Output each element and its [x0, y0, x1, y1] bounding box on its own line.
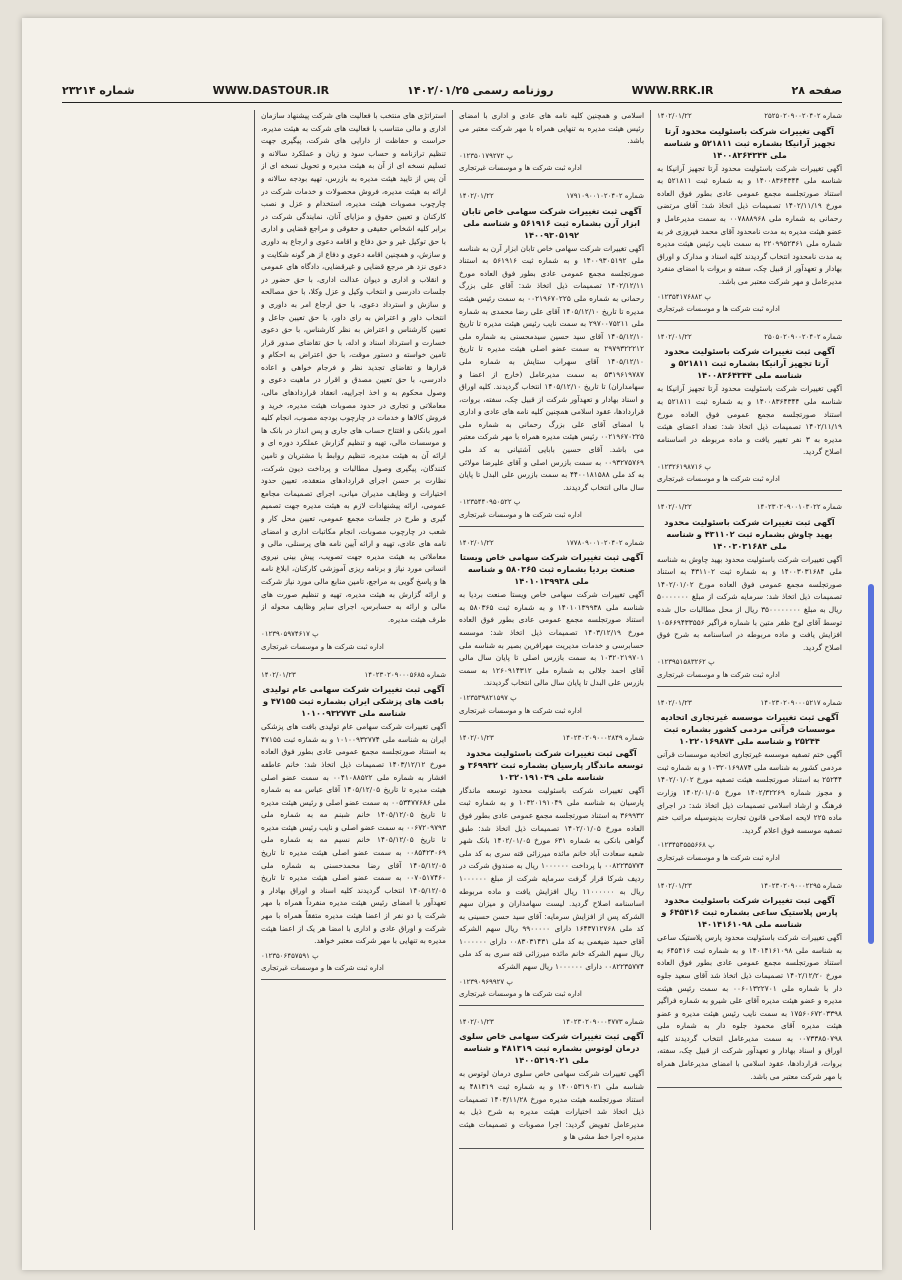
notice-office: اداره ثبت شرکت ها و موسسات غیرتجاری [459, 706, 582, 715]
notice-code: پ ۰۱۲۳۹۰۵۹۷۴۶۱۷ [261, 630, 319, 639]
notice-code: پ ۰۱۲۳۲۶۱۹۸۷۱۶ [657, 462, 711, 471]
notice-header [657, 697, 842, 710]
notice-header [459, 190, 644, 203]
notice-number: شماره ۱۴۰۲۳۰۲۰۹۰۰۰۲۸۴۹ [562, 734, 644, 743]
notice-header [459, 732, 644, 745]
notice-office: اداره ثبت شرکت ها و موسسات غیرتجاری [657, 671, 780, 679]
notice-number: شماره ۱۷۷۸۰۹۰۰۱۰۲۰۴۰۲ [566, 538, 644, 547]
notice-title: آگهی ثبت تغییرات شرکت باسئولیت محدود پارس پلاستیک ساعی بشماره ثبت ۶۴۵۴۱۶ و شناسه ملی ۱۴۰۱۴۱۶۱۰۹۸ [661, 895, 838, 930]
notice-title: آگهی ثبت تغییرات شرکت سهامی خاص ویستا صنعت بردیا بشماره ثبت ۵۸۰۳۶۵ و شناسه ملی ۱۴۰۱۰۱۳۹۹۳۸ [459, 552, 644, 587]
notice-code: پ ۰۱۲۳۴۵۳۵۵۵۶۶۸ [657, 841, 715, 850]
issue-number: شماره ۲۳۲۱۴ [62, 83, 135, 97]
notice-title: آگهی ثبت تغییرات شرکت باسئولیت محدود بهید چاوش بشماره ثبت ۴۳۱۱۰۲ و شناسه ملی ۱۴۰۰۳۰۳۱۶۸۴ [664, 516, 835, 551]
notice-date: ۱۴۰۲/۰۱/۲۳ [459, 1017, 494, 1026]
page-number: صفحه ۲۸ [791, 83, 842, 97]
notice-title: آگهی تغییرات شرکت باسئولیت محدود آرتا تجهیز آرانیکا بشماره ثبت ۵۲۱۸۱۱ و شناسه ملی ۱۴۰۰۸۳۶۴۳۴۴ [663, 125, 836, 160]
newspaper-page [22, 18, 882, 1270]
notice-number: شماره ۱۴۰۲۳۰۲۰۹۰۰۰۵۶۸۵ [364, 670, 446, 679]
notice-number: شماره ۱۴۰۲۳۰۲۰۹۰۰۰۴۷۷۳ [562, 1017, 644, 1026]
notice-number: شماره ۱۴۰۲۳۰۲۰۹۰۰۰۲۲۹۵ [760, 881, 842, 890]
site-left: WWW.DASTOUR.IR [212, 83, 330, 97]
notice-title: آگهی ثبت تغییرات شرکت باسئولیت محدود آرتا تجهیز آرانیکا بشماره ثبت ۵۲۱۸۱۱ و شناسه ملی ۱۴۰۰۸۳۶۴۳۴۴ [664, 346, 835, 381]
notice-header [459, 537, 644, 550]
notice-office: اداره ثبت شرکت ها و موسسات غیرتجاری [459, 164, 582, 173]
notice-body: استراتژی های منتخب با فعالیت های شرکت پیشنهاد سازمان اداری و مالی متناسب با فعالیت های شرکت به هیئت مدیره، حراست و حفاظت از دارایی های شرکت، پیگیری جهت تنظیم ترازنامه و حساب سود و زیان و عملکرد سالانه و تسلیم نسخه ای از آن به هیئت مدیره و تحویل نسخه ای از آن پس از تایید هیئت مدیره به بازرس، تهیه بودجه سالانه و ارائه به هیئت مدیره، فروش محصولات و خدمات شرکت در چارچوب مصوبات هیئت مدیره، استخدام و عزل و نصب کارکنان و تعیین حقوق و مزایای آنان، نمایندگی شرکت در برابر کلیه اشخاص حقیقی و حقوقی و مراجع قضایی و اداری با حق توکیل غیر و حق دفاع و اقامه دعوی و ارجاع به داوری و سازش، و همچنین اقامه دعوی و دفاع از هر گونه شکایت و دعوی نزد هر مرجع قضایی و غیرقضایی، دادگاه های عمومی و انقلاب و اداری و دیوان عدالت اداری، با حق حضور در جلسات دادرسی و انتخاب وکیل و عزل وکلا، با حق مصالحه و سازش و استرداد دعوی، با حق ارجاع امر به داوری و انتخاب داور و اعتراض به رای داور، با حق تعیین جاعل و تعیین کارشناس و اعتراض به نظر کارشناس، با حق دعوی خسارت و استرداد اسناد و ادله، با حق تقاضای صدور قرار تامین خواسته و دستور موقت، با حق اعتراض به احکام و قرارها و تقاضای تجدید نظر و فرجام خواهی و اعاده دادرسی، با حق تعیین مصدق و اقرار در ماهیت دعوی و وصول محکوم به و اخذ اجراییه، انعقاد قراردادهای مالی، معاملاتی و تجاری در حدود مصوبات هیئت مدیره، خرید و فروش کالاها و خدمات در چارچوب بودجه مصوب، انجام کلیه امور بانکی و افتتاح حساب های جاری و پس انداز در بانک ها و موسسات مالی، تهیه و تنظیم گزارش عملکرد دوره ای و ارائه آن به هیئت مدیره، تنظیم روابط با مشتریان و تامین کنندگان، پیگیری وصول مطالبات و پرداخت دیون شرکت، نظارت بر حسن اجرای قراردادهای منعقده، تعیین حدود اختیارات و وظایف مدیران میانی، اجرای تصمیمات مجامع عمومی، ارائه پیشنهادات لازم به هیئت مدیره جهت تصمیم گیری و طرح در جلسات مجمع عمومی، تعیین محل کار و شعب در چارچوب مصوبات، انجام مکاتبات اداری و امضای نامه های عادی، تهیه و ارائه آیین نامه های پرسنلی، مالی و معاملاتی به هیئت مدیره جهت تصویب، پیش بینی نیروی انسانی مورد نیاز و برنامه ریزی آموزشی کارکنان، ابلاغ نامه ها و پاسخ گویی به مراجع، تامین منابع مالی مورد نیاز شرکت و ارائه گزارش به هیئت مدیره، تهیه و تنظیم صورت های مالی و ارائه به حسابرس، اجرای سایر وظایف محوله از طرف هیئت مدیره. [261, 111, 446, 624]
notice-date: ۱۴۰۲/۰۱/۲۲ [657, 332, 692, 341]
highlight-marker [868, 584, 874, 944]
notice-item [459, 732, 644, 1006]
notice-title: آگهی ثبت تغییرات شرکت باسئولیت محدود توسعه ماندگار پارسیان بشماره ثبت ۳۶۹۹۳۲ و شناسه ملی ۱۰۳۲۰۱۹۱۰۴۹ [459, 747, 644, 782]
notice-date: ۱۴۰۲/۰۱/۲۲ [657, 112, 692, 120]
notice-title: آگهی ثبت تغییرات شرکت سهامی خاص سلوی درمان لوتوس بشماره ثبت ۴۸۱۳۱۹ و شناسه ملی ۱۴۰۰۵۳۱۹۰۲۱ [459, 1031, 644, 1066]
notice-date: ۱۴۰۲/۰۱/۲۲ [657, 503, 692, 512]
notice-item [459, 1016, 644, 1149]
column-1 [657, 110, 842, 1230]
notice-item [459, 537, 644, 723]
notice-item [261, 669, 446, 980]
notice-header [657, 880, 842, 893]
notice-header [657, 501, 842, 514]
notice-body: آگهی تغییرات شرکت سهامی خاص تابان ابزار آرن به شناسه ملی ۱۴۰۰۹۳۰۵۱۹۲ و به شماره ثبت ۵۶۱۹۱۶ به استناد صورتجلسه مجمع عمومی عادی بطور فوق العاده مورخ ۱۴۰۲/۱۲/۱۱ تصمیمات ذیل اتخاذ شد: آقای علی بزرگ رحمانی به شماره ملی ۰۰۲۱۹۶۷۰۲۲۵ به سمت رئیس هیئت مدیره تا تاریخ ۱۴۰۵/۱۲/۱۰ آقای علی رضا محمدی به شماره ملی ۲۹۷۰۰۷۵۲۱۱ به سمت نایب رئیس هیئت مدیره تا تاریخ ۱۴۰۵/۱۲/۱۰ آقای سید حسین سیدمحسنی به شماره ملی ۲۹۷۹۳۲۲۲۱۲ به سمت عضو اصلی هیئت مدیره تا تاریخ ۱۴۰۵/۱۲/۱۰ آقای سهراب ستایش به شماره ملی ۵۳۱۹۶۱۹۷۸۷ به سمت مدیرعامل (خارج از اعضا و سهامداران) تا تاریخ ۱۴۰۵/۱۲/۱۰ انتخاب گردیدند. کلیه اوراق و اسناد بهادار و تعهدآور شرکت از قبیل چک، سفته، بروات، قراردادها، عقود اسلامی همچنین کلیه نامه های عادی و اداری با امضای آقای علی بزرگ رحمانی به شماره ملی ۰۰۲۱۹۶۷۰۲۲۵ رئیس هیئت مدیره همراه با مهر شرکت معتبر می باشد. آقای حسین بابایی آشتیانی به کد ملی ۰۰۹۳۲۷۵۷۶۹ به سمت بازرس اصلی و آقای علیرضا مولائی به کد ملی ۴۴۰۰۱۸۱۵۸۸ به سمت بازرس علی البدل تا پایان سال مالی انتخاب گردیدند. [459, 243, 644, 492]
notice-body: آگهی تغییرات شرکت باسئولیت محدود آرتا تجهیز آرانیکا به شناسه ملی ۱۴۰۰۸۳۶۴۳۴۴ و به شماره ثبت ۵۲۱۸۱۱ به استناد صورتجلسه مجمع عمومی عادی بطور فوق العاده مورخ ۱۴۰۲/۱۱/۱۹ تصمیمات ذیل اتخاذ شد: آقای مرتضی رحمانی به شماره ملی ۰۰۷۸۸۸۹۶۸ به سمت مدیرعامل و عضو هیئت مدیره به مدت نامحدود آقای محمد فیروزی فر به شماره ملی ۲۲۰۹۹۵۲۳۶۱ به سمت نایب رئیس هیئت مدیره به مدت نامحدود انتخاب گردیدند کلیه اسناد و مدارک و اوراق بهادار و تعهدآور از قبیل چک، سفته و بروات با امضای منفرد مدیرعامل و مهر شرکت معتبر می باشد. [657, 163, 842, 286]
notice-office: اداره ثبت شرکت ها و موسسات غیرتجاری [657, 475, 780, 484]
notice-date: ۱۴۰۲/۰۱/۲۳ [459, 734, 494, 743]
notice-office: اداره ثبت شرکت ها و موسسات غیرتجاری [459, 511, 582, 520]
notice-body: آگهی تغییرات شرکت باسئولیت محدود آرتا تجهیز آرانیکا به شناسه ملی ۱۴۰۰۸۳۶۴۳۴۴ و به شماره ثبت ۵۲۱۸۱۱ به استناد صورتجلسه مجمع عمومی فوق العاده مورخ ۱۴۰۲/۱۱/۱۹ تصمیمات ذیل اتخاذ شد: تعداد اعضای هیئت مدیره به ۳ نفر تغییر یافت و ماده مربوطه در اساسنامه اصلاح گردید. [657, 384, 842, 457]
notice-office: اداره ثبت شرکت ها و موسسات غیرتجاری [459, 990, 582, 999]
notice-header [261, 669, 446, 682]
notice-date: ۱۴۰۲/۰۱/۲۳ [657, 881, 692, 890]
notice-number: شماره ۱۴۰۲۳۰۲۰۹۰۰۰۵۲۱۷ [760, 698, 842, 707]
notice-date: ۱۴۰۲/۰۱/۲۳ [261, 670, 296, 679]
page-header [62, 78, 842, 103]
notice-header [657, 331, 842, 344]
notice-office: اداره ثبت شرکت ها و موسسات غیرتجاری [261, 642, 384, 651]
notice-header [657, 110, 842, 123]
notice-item [459, 110, 644, 180]
notice-body: آگهی تغییرات شرکت سهامی خاص سلوی درمان لوتوس به شناسه ملی ۱۴۰۰۵۳۱۹۰۲۱ و به شماره ثبت ۴۸۱۳۱۹ به استناد صورتجلسه هیئت مدیره مورخ ۱۴۰۳/۱۱/۲۸ تصمیمات ذیل اتخاذ شد اختیارات هیئت مدیره به شرح ذیل به مدیرعامل تفویض گردید: اجرا مصوبات و تصمیمات هیئت مدیره اجرا خط مشی ها و [459, 1069, 644, 1142]
notice-title: آگهی ثبت تغییرات شرکت سهامی عام تولیدی بافت های پزشکی ایران بشماره ثبت ۴۷۱۵۵ و شناسه ملی ۱۰۱۰۰۹۳۲۷۷۴ [262, 684, 445, 719]
notice-date: ۱۴۰۲/۰۱/۲۲ [459, 191, 494, 200]
notice-title: آگهی ثبت تغییرات موسسه غیرتجاری اتحادیه موسسات قرآنی مردمی کشور بشماره ثبت ۲۵۲۴۴ و شناسه ملی ۱۰۳۲۰۱۶۹۸۷۴ [660, 712, 839, 747]
notice-item [657, 501, 842, 687]
notice-title: آگهی ثبت تغییرات شرکت سهامی خاص تابان ابزار آرن بشماره ثبت ۵۶۱۹۱۶ و شناسه ملی ۱۴۰۰۹۳۰۵۱۹۲ [461, 205, 642, 240]
notice-body: آگهی تغییرات شرکت باسئولیت محدود توسعه ماندگار پارسیان به شناسه ملی ۱۰۳۲۰۱۹۱۰۴۹ و به شماره ثبت ۳۶۹۹۳۲ به استناد صورتجلسه مجمع عمومی عادی بطور فوق العاده مورخ ۱۴۰۲/۰۱/۰۵ تصمیمات ذیل اتخاذ شد: طبق گواهی بانکی به شماره ۶۳۱ مورخ ۱۴۰۲/۰۱/۰۵ بانک شهر شعبه سعادت آباد خانم مائده میرزائی قته سری به کد ملی ۰۰۸۲۲۳۵۷۷۴ با پرداخت ۱۰۰۰۰۰۰ ریال به صندوق شرکت در ردیف شرکا قرار گرفت سرمایه شرکت از مبلغ ۱۰۰۰۰۰۰ ریال به ۱۱۰۰۰۰۰۰ ریال افزایش یافت و ماده مربوطه اساسنامه اصلاح گردید. لیست سهامداران و میزان سهم الشرکه پس از افزایش سرمایه: آقای سید حسن حسینی به کد ملی ۱۶۴۳۷۱۲۷۶۸ دارای ۹۹۰۰۰۰۰ ریال سهم الشرکه آقای حمید ضیغمی به کد ملی ۰۰۸۳۰۳۱۴۳۱ دارای ۱۰۰۰۰۰۰ ریال سهم الشرکه خانم مائده میرزائی قته سری به کد ملی ۰۰۸۲۲۳۵۷۷۴ دارای ۱۰۰۰۰۰۰ ریال سهم الشرکه [459, 785, 644, 972]
column-divider [650, 110, 651, 1230]
notice-code: پ ۰۱۲۳۵۰۱۷۹۲۷۲ [459, 151, 513, 160]
column-divider [452, 110, 453, 1230]
notice-item [657, 880, 842, 1089]
notice-number: شماره ۱۴۰۲۳۰۲۰۹۰۰۱۰۳۰۲۲ [756, 503, 842, 512]
notice-office: اداره ثبت شرکت ها و موسسات غیرتجاری [657, 853, 780, 862]
notice-body: آگهی تغییرات شرکت باسئولیت محدود پارس پلاستیک ساعی به شناسه ملی ۱۴۰۱۴۱۶۱۰۹۸ و به شماره ثبت ۶۴۵۴۱۶ به استناد صورتجلسه مجمع عمومی عادی بطور فوق العاده مورخ ۱۴۰۲/۱۲/۲۰ تصمیمات ذیل اتخاذ شد آقای سعید جلوه دار با شماره ملی ۰۰۶۰۱۳۲۲۷۰۱ به سمت رئیس هیئت مدیره و عضو هیئت مدیره آقای علی شیرو به شماره فراگیر ۱۷۵۶۰۶۷۲۰۳۳۹۸ به سمت نایب رئیس هیئت مدیره و عضو هیئت مدیره آقای محمود جلوه دار به شماره ملی ۰۰۷۳۳۸۵۰۷۹۸ به سمت مدیرعامل انتخاب گردیدند کلیه اوراق و اسناد بهادار و تعهدآور شرکت از قبیل چک، سفته، بروات، قراردادها، عقود اسلامی با امضای مدیرعامل همراه با مهر شرکت معتبر می باشد. [657, 933, 842, 1081]
notice-item [657, 331, 842, 491]
columns-area [62, 110, 842, 1230]
column-3 [261, 110, 446, 1230]
notice-body: اسلامی و همچنین کلیه نامه های عادی و اداری با امضای رئیس هیئت مدیره به تنهایی همراه با مهر شرکت معتبر می باشد. [459, 111, 644, 146]
gazette-date: روزنامه رسمی ۱۴۰۲/۰۱/۲۵ [407, 83, 554, 97]
notice-body: آگهی ختم تصفیه موسسه غیرتجاری اتحادیه موسسات قرآنی مردمی کشور به شناسه ملی ۱۰۳۲۰۱۶۹۸۷۴ و به شماره ثبت ۲۵۲۴۴ به استناد صورتجلسه هیئت تصفیه مورخ ۱۴۰۲/۰۱/۰۲ و مجوز شماره ۱۴۰۲/۳۲۲۶۹ مورخ ۱۴۰۲/۰۱/۰۵ وزارت فرهنگ و ارشاد اسلامی تصمیمات ذیل اتخاذ شد: در اجرای ماده ۲۲۵ لایحه اصلاحی قانون تجارت بدینوسیله مراتب ختم تصفیه موسسه فوق اعلام گردید. [657, 750, 842, 835]
notice-item [459, 190, 644, 527]
notice-item [657, 110, 842, 321]
notice-code: پ ۰۱۲۳۵۴۴۰۹۵۰۵۲۲ [459, 498, 521, 507]
notice-office: اداره ثبت شرکت ها و موسسات غیرتجاری [657, 305, 780, 314]
notice-code: پ ۰۱۲۳۹۵۱۵۸۳۲۶۲ [657, 658, 715, 667]
column-2 [459, 110, 644, 1230]
notice-item [261, 110, 446, 659]
notice-office: اداره ثبت شرکت ها و موسسات غیرتجاری [261, 964, 384, 973]
notice-number: شماره ۲۵۲۵۰۲۰۹۰۰۲۰۴۰۲ [764, 112, 842, 120]
site-right: WWW.RRK.IR [631, 83, 714, 97]
notice-date: ۱۴۰۲/۰۱/۲۳ [657, 698, 692, 707]
notice-number: شماره ۲۵۰۵۰۲۰۹۰۰۲۰۴۰۲ [764, 332, 842, 341]
notice-header [459, 1016, 644, 1029]
column-4 [62, 110, 248, 1230]
notice-code: پ ۰۱۲۳۵۰۶۴۵۷۵۹۱ [261, 951, 319, 960]
notice-code: پ ۰۱۲۳۵۳۹۸۲۱۵۹۷ [459, 693, 517, 702]
column-divider [254, 110, 255, 1230]
notice-number: شماره ۱۷۹۱۰۹۰۰۱۰۲۰۴۰۲ [566, 191, 644, 200]
notice-code: پ ۰۱۲۳۹۰۹۶۹۹۲۷ [459, 977, 513, 986]
notice-date: ۱۴۰۲/۰۱/۲۲ [459, 538, 494, 547]
notice-item [657, 697, 842, 870]
notice-body: آگهی تغییرات شرکت باسئولیت محدود بهید چاوش به شناسه ملی ۱۴۰۰۳۰۳۱۶۸۴ و به شماره ثبت ۴۳۱۱۰۲ به استناد صورتجلسه مجمع عمومی فوق العاده مورخ ۱۴۰۲/۰۱/۰۲ تصمیمات ذیل اتخاذ شد: سرمایه شرکت از مبلغ ۵۰۰۰۰۰۰۰ ریال به مبلغ ۳۵۰۰۰۰۰۰۰۰ ریال از محل مطالبات حال شده توسط آقای لوح ظفر متین با شماره فراگیر ۱۰۵۶۶۹۴۳۳۵۵۶ افزایش یافت و ماده مربوطه در اساسنامه به شرح فوق اصلاح گردید. [657, 554, 842, 652]
notice-body: آگهی تغییرات شرکت سهامی عام تولیدی بافت های پزشکی ایران به شناسه ملی ۱۰۱۰۰۹۳۲۷۷۴ و به شماره ثبت ۴۷۱۵۵ به استناد صورتجلسه مجمع عمومی عادی بطور فوق العاده مورخ ۱۴۰۳/۱۲/۱۲ تصمیمات ذیل اتخاذ شد: خانم عاطفه افشار به شماره ملی ۰۰۴۱۰۸۸۵۲۲ به سمت عضو اصلی هیئت مدیره تا تاریخ ۱۴۰۵/۱۲/۰۵ آقای عباس مه به شماره ملی ۰۰۵۳۴۷۷۶۸۶ به سمت عضو اصلی و رئیس هیئت مدیره تا تاریخ ۱۴۰۵/۱۲/۰۵ خانم شبنم مه به شماره ملی ۰۰۶۷۲۰۹۷۹۳ به سمت عضو اصلی و نایب رئیس هیئت مدیره تا تاریخ ۱۴۰۵/۱۲/۰۵ خانم نسیم مه به شماره ملی ۰۰۸۵۴۲۳۰۶۹ به سمت عضو اصلی هیئت مدیره تا تاریخ ۱۴۰۵/۱۲/۰۵ آقای رضا محمدحسنی به شماره ملی ۰۰۷۰۵۱۷۴۶۰ به سمت عضو اصلی هیئت مدیره تا تاریخ ۱۴۰۵/۱۲/۰۵ انتخاب گردیدند کلیه اسناد و اوراق بهادار و تعهدآور با امضای رئیس هیئت مدیره منفرداً همراه با مهر شرکت یا دو نفر از اعضا هیئت مدیره متفقاً همراه با مهر شرکت و اوراق عادی و اداری با امضا هر یک از اعضا هیئت مدیره به تنهایی با مهر شرکت معتبر خواهد. [261, 722, 446, 946]
notice-body: آگهی تغییرات شرکت سهامی خاص ویستا صنعت بردیا به شناسه ملی ۱۴۰۱۰۱۳۹۹۳۸ و به شماره ثبت ۵۸۰۳۶۵ به استناد صورتجلسه مجمع عمومی عادی بطور فوق العاده مورخ ۱۴۰۳/۱۲/۱۹ تصمیمات ذیل اتخاذ شد: موسسه حسابرسی و خدمات مدیریت مهرافرین بصیر به شناسه ملی ۱۰۳۲۰۲۱۹۷۰۱ به سمت بازرس اصلی تا پایان سال مالی آقای احمد جلالی به شماره ملی ۱۲۶۰۹۱۴۳۱۲ به سمت بازرس علی البدل تا پایان سال مالی انتخاب گردیدند. [459, 590, 644, 688]
notice-code: پ ۰۱۲۳۵۴۱۷۶۸۸۲ [657, 292, 711, 301]
